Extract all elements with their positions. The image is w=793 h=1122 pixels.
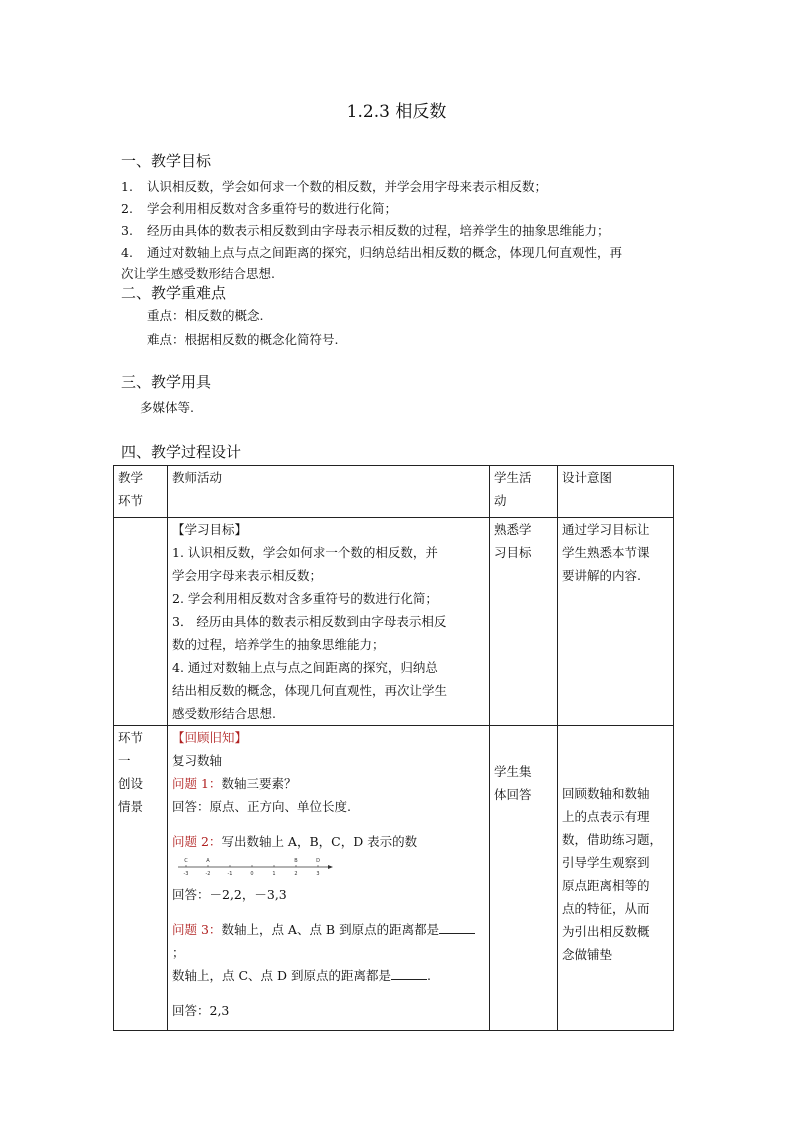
table-row xyxy=(114,726,674,1031)
goal-text: 通过对数轴上点与点之间距离的探究，归纳总结出相反数的概念，体现几何直观性，再 xyxy=(147,245,623,260)
axis-tick-label: 1 xyxy=(272,871,276,877)
tools-text: 多媒体等. xyxy=(140,400,194,415)
goal-num: 1. xyxy=(121,179,133,194)
row1-student: 熟悉学 习目标 xyxy=(490,518,558,726)
axis-point-label: B xyxy=(294,858,298,864)
answer-blank xyxy=(391,967,427,980)
header-intent: 设计意图 xyxy=(558,466,674,518)
row1-teacher: 【学习目标】 1. 认识相反数，学会如何求一个数的相反数，并 学会用字母来表示相反数； 2. 学会利用相反数对含多重符号的数进行化简； 3． 经历由具体的数表示相反数到由字母表示相反 数的过程，培养学生的抽象思维能力； 4. 通过对数轴上点与点之间距离的探究，归纳总 结出相反数的概念，体现几何直观性，再次让学生 感受数形结合思想. xyxy=(168,518,490,726)
key-point: 重点：相反数的概念. xyxy=(147,308,264,323)
row2-intent: 回顾数轴和数轴 上的点表示有理 数，借助练习题， 引导学生观察到 原点距离相等的 点的特征，从而 为引出相反数概 念做铺垫 xyxy=(558,726,674,1031)
axis-tick-label: -2 xyxy=(205,871,211,877)
answer-3: 回答：2,3 xyxy=(172,1003,230,1018)
axis-tick-label: 0 xyxy=(250,871,254,877)
goals-heading: 一、教学目标 xyxy=(121,152,212,170)
page-title: 1.2.3 相反数 xyxy=(346,102,447,122)
process-heading: 四、教学过程设计 xyxy=(121,443,242,461)
header-student: 学生活 动 xyxy=(490,466,558,518)
goal-item-1 xyxy=(121,177,547,195)
question-1-label: 问题 1： xyxy=(172,776,222,791)
header-teacher: 教师活动 xyxy=(168,466,490,518)
row2-stage: 环节 一 创设 情景 xyxy=(114,726,168,1031)
axis-point-label: D xyxy=(316,858,320,864)
goal-item-4-continued: 次让学生感受数形结合思想. xyxy=(121,266,275,281)
row1-intent: 通过学习目标让 学生熟悉本节课 要讲解的内容. xyxy=(558,518,674,726)
learning-goals-title: 【学习目标】 xyxy=(172,522,248,537)
difficult-point: 难点：根据相反数的概念化简符号. xyxy=(147,332,339,347)
goal-item-2 xyxy=(121,199,397,217)
number-line-arrow xyxy=(328,865,333,869)
goal-num: 4. xyxy=(121,245,133,260)
question-2-label: 问题 2： xyxy=(172,834,222,849)
axis-tick-label: -1 xyxy=(227,871,233,877)
table-row xyxy=(114,518,674,726)
goal-text: 认识相反数，学会如何求一个数的相反数，并学会用字母来表示相反数； xyxy=(147,179,548,194)
row2-teacher: 【回顾旧知】 复习数轴 问题 1：数轴三要素？ 回答：原点、正方向、单位长度. 问题 2：写出数轴上 A，B，C，D 表示的数 -3 -2 -1 0 1 2 3 C A B D 回答：－2,2，－3,3 问题 3：数轴上，点 A、点 B 到原点的距离都是； 数轴上，点 C、点 D 到原点的距离都是 . 回答：2,3 xyxy=(168,726,490,1031)
goal-item-3 xyxy=(121,221,610,239)
goal-text: 经历由具体的数表示相反数到由字母表示相反数的过程，培养学生的抽象思维能力； xyxy=(147,223,610,238)
key-points-heading: 二、教学重难点 xyxy=(121,284,227,302)
goal-text: 学会利用相反数对含多重符号的数进行化简； xyxy=(147,201,398,216)
axis-point-label: A xyxy=(206,858,210,864)
row2-student: 学生集 体回答 xyxy=(490,726,558,1031)
table-header-row xyxy=(114,466,674,518)
answer-2: 回答：－2,2，－3,3 xyxy=(172,887,287,902)
tools-heading: 三、教学用具 xyxy=(121,373,212,391)
axis-tick-label: -3 xyxy=(183,871,189,877)
goal-num: 3. xyxy=(121,223,133,238)
goal-num: 2. xyxy=(121,201,133,216)
axis-tick-label: 3 xyxy=(316,871,320,877)
answer-blank xyxy=(439,921,475,934)
number-line-figure xyxy=(176,855,336,879)
header-stage: 教学 环节 xyxy=(114,466,168,518)
question-3-label: 问题 3： xyxy=(172,922,222,937)
answer-1: 回答：原点、正方向、单位长度. xyxy=(172,799,351,814)
row1-stage xyxy=(114,518,168,726)
goal-item-4 xyxy=(121,243,622,261)
axis-point-label: C xyxy=(184,858,188,864)
lesson-process-table xyxy=(113,465,674,1031)
review-section-title: 【回顾旧知】 xyxy=(172,730,248,745)
axis-tick-label: 2 xyxy=(294,871,298,877)
